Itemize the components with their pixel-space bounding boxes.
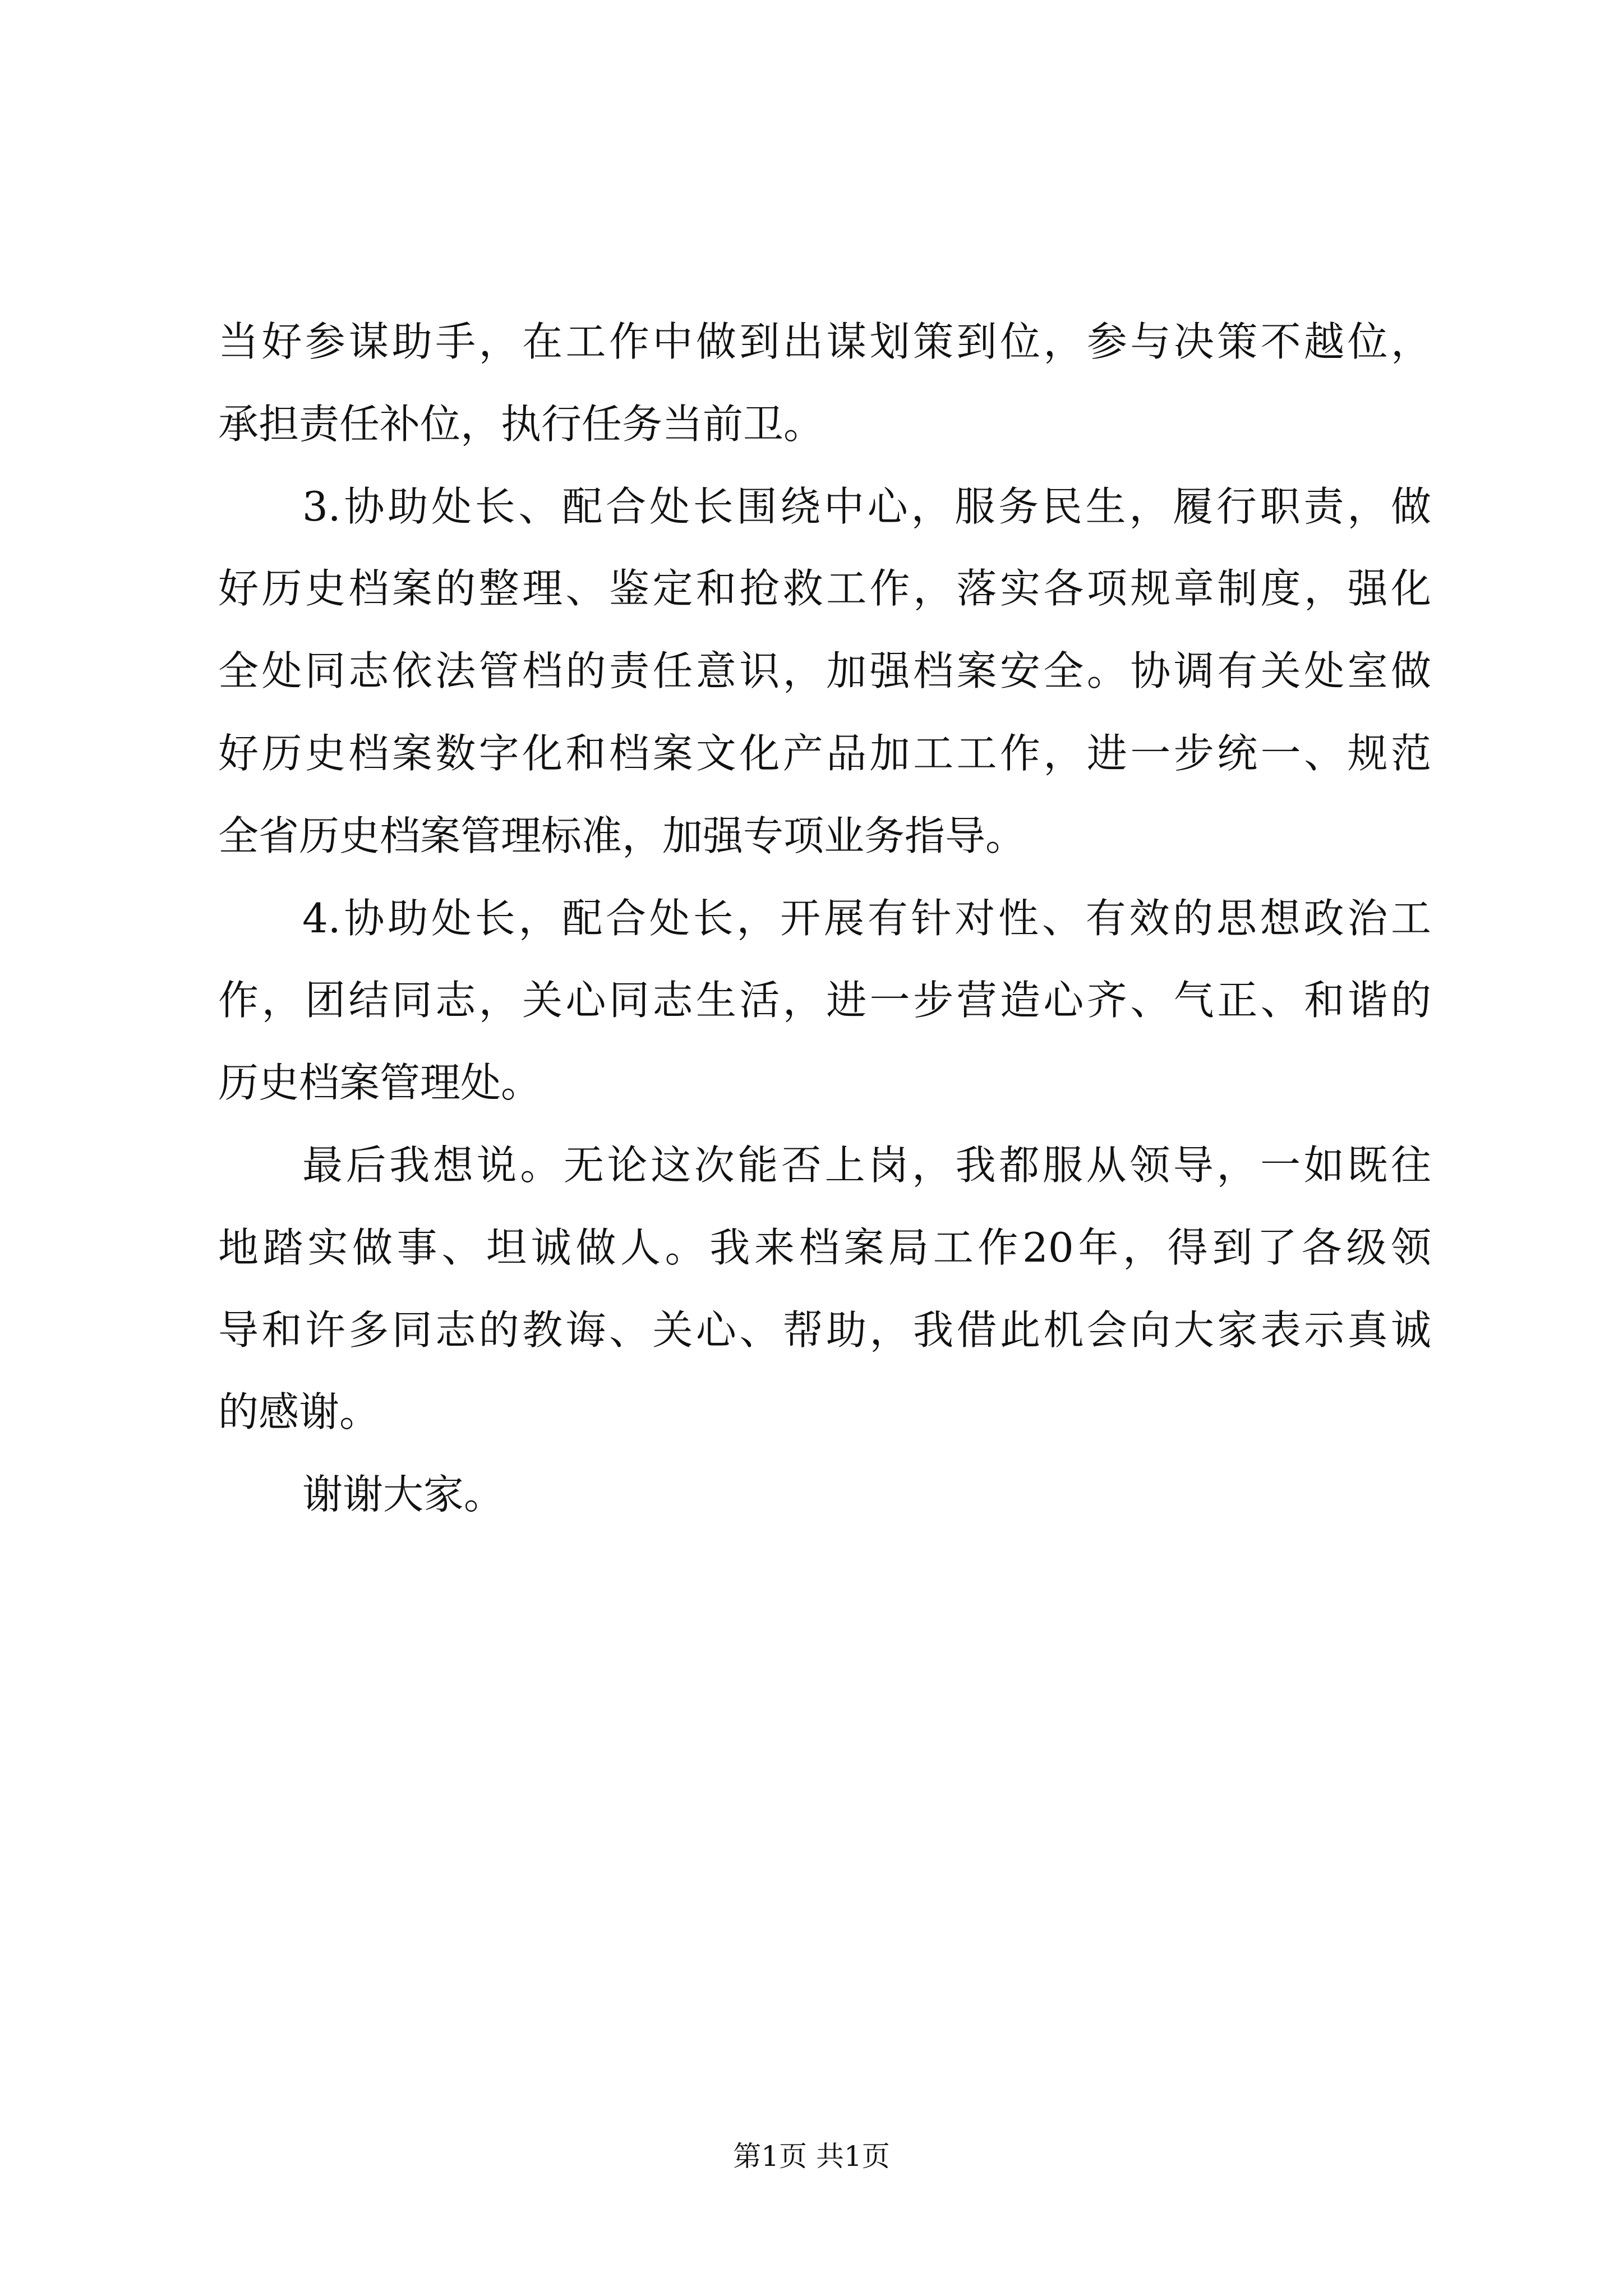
paragraph-line: 导和许多同志的教诲、关心、帮助，我借此机会向大家表示真诚 — [218, 1306, 1431, 1354]
paragraph-line: 最后我想说。无论这次能否上岗，我都服从领导，一如既往 — [302, 1141, 1431, 1189]
paragraph-line: 4.协助处长，配合处长，开展有针对性、有效的思想政治工 — [302, 894, 1431, 942]
paragraph-line: 地踏实做事、坦诚做人。我来档案局工作20年，得到了各级领 — [218, 1223, 1431, 1271]
paragraph-line: 好历史档案的整理、鉴定和抢救工作，落实各项规章制度，强化 — [218, 565, 1431, 613]
paragraph-line: 作，团结同志，关心同志生活，进一步营造心齐、气正、和谐的 — [218, 977, 1431, 1024]
paragraph-line: 好历史档案数字化和档案文化产品加工工作，进一步统一、规范 — [218, 729, 1431, 777]
paragraph-line: 3.协助处长、配合处长围绕中心，服务民生，履行职责，做 — [302, 482, 1431, 530]
paragraph-2 — [218, 466, 1431, 877]
paragraph-1 — [218, 301, 1431, 466]
paragraph-line: 全省历史档案管理标准，加强专项业务指导。 — [218, 812, 1026, 859]
paragraph-3 — [218, 877, 1431, 1124]
paragraph-5 — [218, 1453, 1431, 1536]
paragraph-line: 全处同志依法管档的责任意识，加强档案安全。协调有关处室做 — [218, 647, 1431, 695]
paragraph-line: 的感谢。 — [218, 1388, 380, 1436]
paragraph-4 — [218, 1124, 1431, 1453]
paragraph-line: 谢谢大家。 — [302, 1471, 505, 1519]
page-footer: 第1页 共1页 — [733, 2140, 890, 2173]
paragraph-line: 承担责任补位，执行任务当前卫。 — [218, 400, 824, 448]
paragraph-line: 历史档案管理处。 — [218, 1059, 542, 1107]
paragraph-line: 当好参谋助手，在工作中做到出谋划策到位，参与决策不越位， — [218, 318, 1431, 365]
body-text — [218, 301, 1431, 1536]
